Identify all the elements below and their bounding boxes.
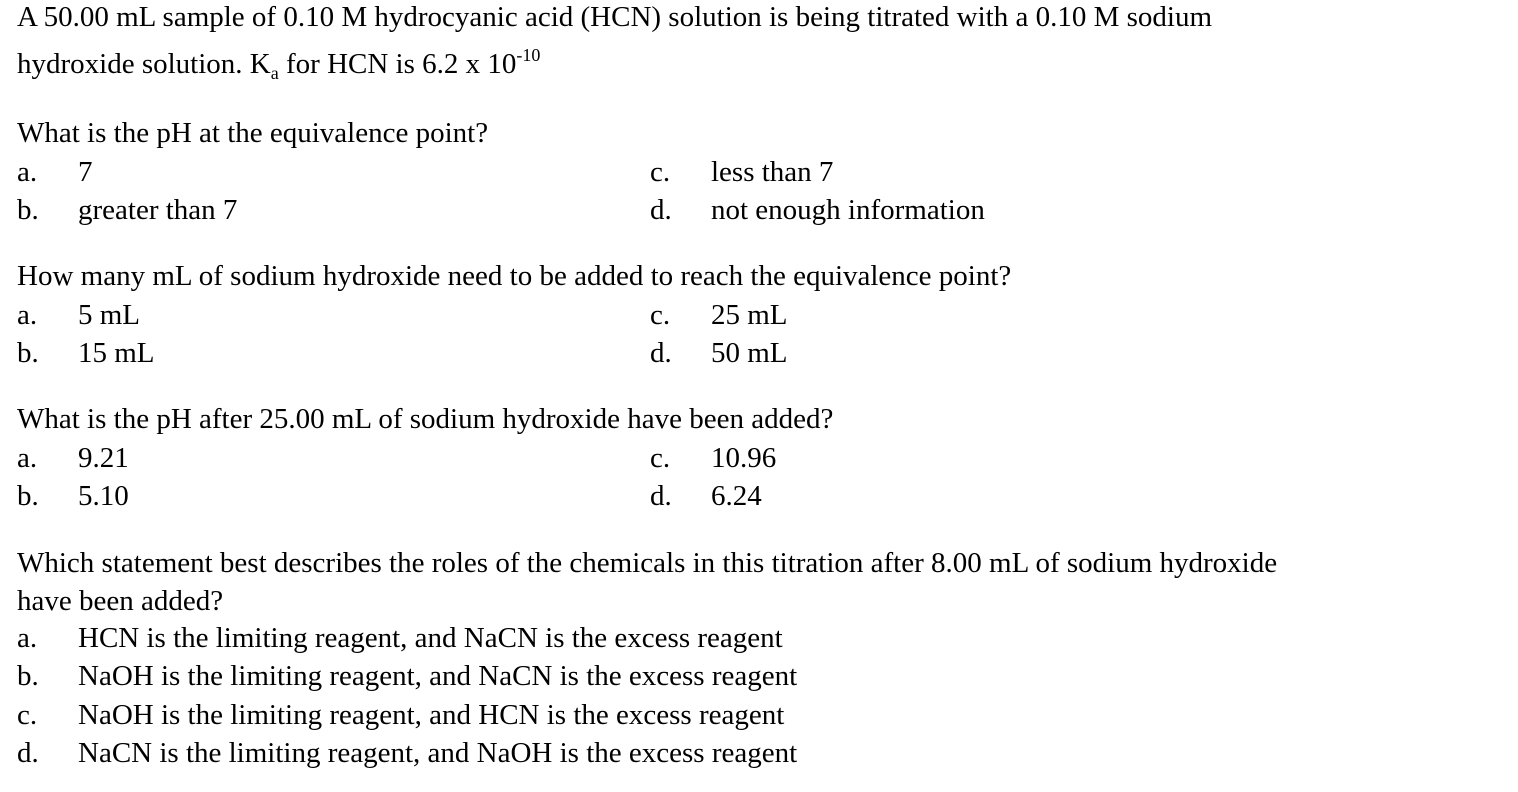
option-text: 5.10 [78, 480, 129, 512]
option-letter: a. [17, 442, 38, 474]
option-text: NaOH is the limiting reagent, and HCN is the excess reagent [78, 699, 785, 731]
option-letter: b. [17, 337, 39, 369]
option-text: 25 mL [711, 299, 788, 331]
option-letter: d. [650, 480, 672, 512]
intro-line-1: A 50.00 mL sample of 0.10 M hydrocyanic acid (HCN) solution is being titrated with a 0.10 M sodium [17, 1, 1213, 33]
question-4-option-b[interactable] [17, 657, 1117, 695]
option-text: 5 mL [78, 299, 141, 331]
option-text: NaOH is the limiting reagent, and NaCN is the excess reagent [78, 660, 798, 692]
question-3-option-d[interactable] [650, 477, 1250, 515]
option-letter: b. [17, 480, 39, 512]
question-4-text-line-2: have been added? [17, 585, 224, 617]
option-text: HCN is the limiting reagent, and NaCN is the excess reagent [78, 622, 783, 654]
question-3-option-b[interactable] [17, 477, 617, 515]
intro-line-2-start: hydroxide solution. K [17, 48, 271, 80]
option-letter: c. [650, 442, 671, 474]
question-1-option-b[interactable] [17, 191, 617, 229]
question-2-option-b[interactable] [17, 334, 617, 372]
exponent-superscript: -10 [516, 45, 541, 65]
intro-line-2-mid: for HCN is 6.2 x 10 [278, 48, 517, 80]
question-4-option-c[interactable] [17, 696, 1117, 734]
question-2-option-a[interactable] [17, 296, 617, 334]
option-letter: b. [17, 660, 39, 692]
question-4-text-line-1: Which statement best describes the roles of the chemicals in this titration after 8.00 mL of sodium hydroxide [17, 547, 1278, 579]
option-letter: c. [650, 299, 671, 331]
option-text: 50 mL [711, 337, 788, 369]
option-letter: d. [650, 337, 672, 369]
option-text: not enough information [711, 194, 985, 226]
question-3-text: What is the pH after 25.00 mL of sodium hydroxide have been added? [17, 403, 834, 435]
question-4-option-d[interactable] [17, 734, 1117, 772]
question-1-option-c[interactable] [650, 153, 1250, 191]
option-letter: a. [17, 299, 38, 331]
question-1-text: What is the pH at the equivalence point? [17, 117, 489, 149]
question-1-option-d[interactable] [650, 191, 1250, 229]
option-letter: a. [17, 622, 38, 654]
option-letter: d. [17, 737, 39, 769]
option-letter: c. [17, 699, 38, 731]
option-text: 10.96 [711, 442, 777, 474]
option-letter: a. [17, 156, 38, 188]
question-3-option-c[interactable] [650, 439, 1250, 477]
question-2-option-c[interactable] [650, 296, 1250, 334]
ka-subscript: a [270, 63, 279, 83]
question-2-text: How many mL of sodium hydroxide need to be added to reach the equivalence point? [17, 260, 1012, 292]
intro-line-2 [17, 36, 540, 92]
option-text: 9.21 [78, 442, 129, 474]
option-text: less than 7 [711, 156, 834, 188]
question-4-option-a[interactable] [17, 619, 1117, 657]
option-letter: c. [650, 156, 671, 188]
option-text: 7 [78, 156, 93, 188]
question-3-option-a[interactable] [17, 439, 617, 477]
option-letter: b. [17, 194, 39, 226]
option-text: 15 mL [78, 337, 155, 369]
option-text: NaCN is the limiting reagent, and NaOH is the excess reagent [78, 737, 798, 769]
question-1-option-a[interactable] [17, 153, 617, 191]
question-2-option-d[interactable] [650, 334, 1250, 372]
option-text: greater than 7 [78, 194, 238, 226]
option-text: 6.24 [711, 480, 762, 512]
option-letter: d. [650, 194, 672, 226]
